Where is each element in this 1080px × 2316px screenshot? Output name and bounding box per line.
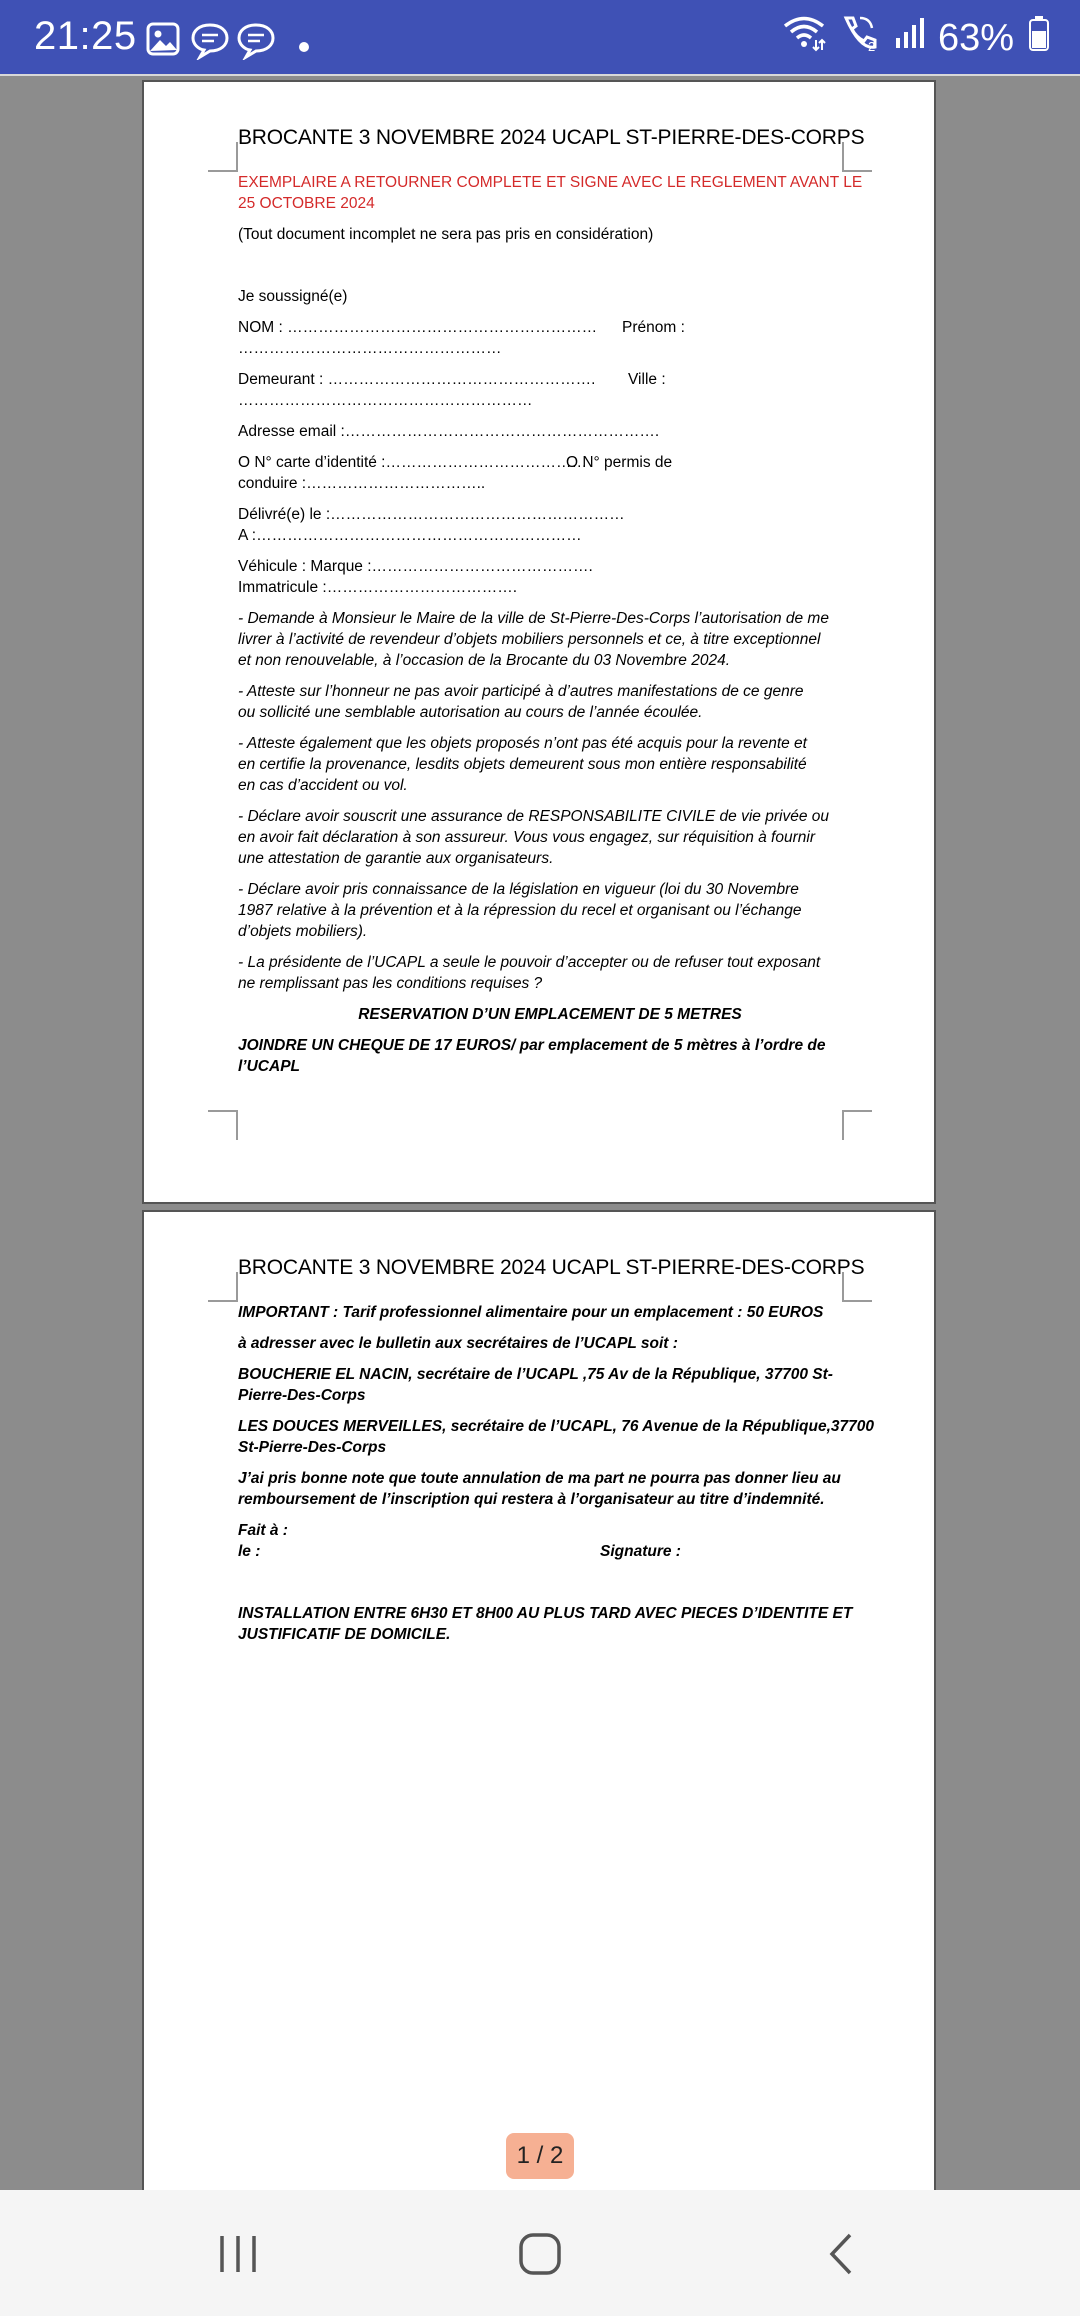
paragraph-line: livrer à l’activité de revendeur d’objets mobiliers personnels et ce, à titre exceptionnel xyxy=(238,631,821,648)
important-text: IMPORTANT : Tarif professionnel alimentaire pour un emplacement : 50 EUROS xyxy=(238,1304,824,1321)
cancellation-line: J’ai pris bonne note que toute annulation de ma part ne pourra pas donner lieu au xyxy=(238,1470,841,1487)
paragraph-line: - La présidente de l’UCAPL a seule le pouvoir d’accepter ou de refuser tout exposant xyxy=(238,954,821,971)
id-card-field: O N° carte d’identité :………………………………… xyxy=(238,454,587,471)
signature-field: Signature : xyxy=(600,1543,681,1560)
crop-mark xyxy=(208,142,238,172)
page-title: BROCANTE 3 NOVEMBRE 2024 UCAPL ST-PIERRE-DES-CORPS xyxy=(238,1256,865,1279)
warning-line: EXEMPLAIRE A RETOURNER COMPLETE ET SIGNE AVEC LE REGLEMENT AVANT LE xyxy=(238,174,863,191)
paragraph-line: - Demande à Monsieur le Maire de la ville de St-Pierre-Des-Corps l’autorisation de me xyxy=(238,610,829,627)
battery-icon xyxy=(1028,15,1050,61)
reservation-heading: RESERVATION D’UN EMPLACEMENT DE 5 METRES xyxy=(358,1006,742,1023)
message-icon xyxy=(236,22,276,65)
navigation-bar xyxy=(0,2190,1080,2316)
cheque-line: l’UCAPL xyxy=(238,1058,300,1075)
cheque-line: JOINDRE UN CHEQUE DE 17 EUROS/ par emplacement de 5 mètres à l’ordre de xyxy=(238,1037,826,1054)
secretary-line: St-Pierre-Des-Corps xyxy=(238,1439,387,1456)
gallery-icon xyxy=(146,22,180,61)
status-bar xyxy=(0,0,1080,74)
vehicle-field: Véhicule : Marque :……………………………………. xyxy=(238,558,593,575)
cancellation-line: remboursement de l’inscription qui restera à l’organisateur au titre d’indemnité. xyxy=(238,1491,825,1508)
paragraph-line: en avoir fait déclaration à son assureur. Vous vous engagez, sur réquisition à fournir xyxy=(238,829,815,846)
page-title: BROCANTE 3 NOVEMBRE 2024 UCAPL ST-PIERRE-DES-CORPS xyxy=(238,126,865,149)
paragraph-line: une attestation de garantie aux organisateurs. xyxy=(238,850,554,867)
paragraph-line: ou sollicité une semblable autorisation au cours de l’année écoulée. xyxy=(238,704,703,721)
ville-dots: ………………………………………………… xyxy=(238,392,533,409)
secretary-line: BOUCHERIE EL NACIN, secrétaire de l’UCAPL ,75 Av de la République, 37700 St- xyxy=(238,1366,833,1383)
crop-mark xyxy=(208,1272,238,1302)
home-button[interactable] xyxy=(510,2224,570,2284)
document-page-1 xyxy=(142,80,936,1204)
paragraph-line: ne remplissant pas les conditions requises ? xyxy=(238,975,543,992)
secretary-line: LES DOUCES MERVEILLES, secrétaire de l’UCAPL, 76 Avenue de la République,37700 xyxy=(238,1418,874,1435)
svg-text:2: 2 xyxy=(867,39,876,52)
paragraph-line: en cas d’accident ou vol. xyxy=(238,777,408,794)
page-indicator: 1 / 2 xyxy=(506,2133,574,2179)
email-field: Adresse email :……………………………………………………. xyxy=(238,423,660,440)
note-text: (Tout document incomplet ne sera pas pris en considération) xyxy=(238,226,654,243)
warning-line: 25 OCTOBRE 2024 xyxy=(238,195,375,212)
wifi-icon xyxy=(782,14,826,62)
paragraph-line: d’objets mobiliers). xyxy=(238,923,368,940)
address-intro: à adresser avec le bulletin aux secrétaires de l’UCAPL soit : xyxy=(238,1335,678,1352)
installation-line: JUSTIFICATIF DE DOMICILE. xyxy=(238,1626,451,1643)
licence-field: O N° permis de xyxy=(566,454,673,471)
prenom-field: Prénom : xyxy=(622,319,685,336)
paragraph-line: en certifie la provenance, lesdits objets demeurent sous mon entière responsabilité xyxy=(238,756,807,773)
paragraph-line: - Atteste sur l’honneur ne pas avoir participé à d’autres manifestations de ce genre xyxy=(238,683,804,700)
secretary-line: Pierre-Des-Corps xyxy=(238,1387,366,1404)
paragraph-line: - Déclare avoir souscrit une assurance de RESPONSABILITE CIVILE de vie privée ou xyxy=(238,808,829,825)
signal-icon xyxy=(894,16,924,60)
date-field: le : xyxy=(238,1543,261,1560)
crop-mark xyxy=(208,1110,238,1140)
prenom-dots: …………………………………………… xyxy=(238,340,502,357)
document-page-2 xyxy=(142,1210,936,2190)
ville-field: Ville : xyxy=(628,371,666,388)
back-button[interactable] xyxy=(812,2224,872,2284)
nom-field: NOM : …………………………………………………… xyxy=(238,319,598,336)
crop-mark xyxy=(842,1110,872,1140)
paragraph-line: 1987 relative à la prévention et à la répression du recel et organisant ou l’échange xyxy=(238,902,802,919)
wifi-call-icon xyxy=(840,14,880,62)
licence-field-cont: conduire :…………………………….. xyxy=(238,475,486,492)
made-at-field: Fait à : xyxy=(238,1522,288,1539)
dot-icon xyxy=(298,40,310,58)
battery-percent: 63% xyxy=(937,16,1014,59)
recent-apps-button[interactable] xyxy=(208,2224,268,2284)
paragraph-line: et non renouvelable, à l’occasion de la Brocante du 03 Novembre 2024. xyxy=(238,652,731,669)
demeurant-field: Demeurant : ……………………………………………. xyxy=(238,371,596,388)
installation-line: INSTALLATION ENTRE 6H30 ET 8H00 AU PLUS TARD AVEC PIECES D’IDENTITE ET xyxy=(238,1605,853,1622)
issued-date-field: Délivré(e) le :………………………………………………… xyxy=(238,506,625,523)
intro-text: Je soussigné(e) xyxy=(238,288,348,305)
document-viewer[interactable] xyxy=(0,76,1080,2190)
paragraph-line: - Déclare avoir pris connaissance de la législation en vigueur (loi du 30 Novembre xyxy=(238,881,799,898)
clock: 21:25 xyxy=(34,14,137,58)
issued-place-field: A :……………………………………………………… xyxy=(238,527,582,544)
message-icon xyxy=(190,22,230,65)
paragraph-line: - Atteste également que les objets proposés n’ont pas été acquis pour la revente et xyxy=(238,735,807,752)
registration-field: Immatricule :………………………………. xyxy=(238,579,518,596)
